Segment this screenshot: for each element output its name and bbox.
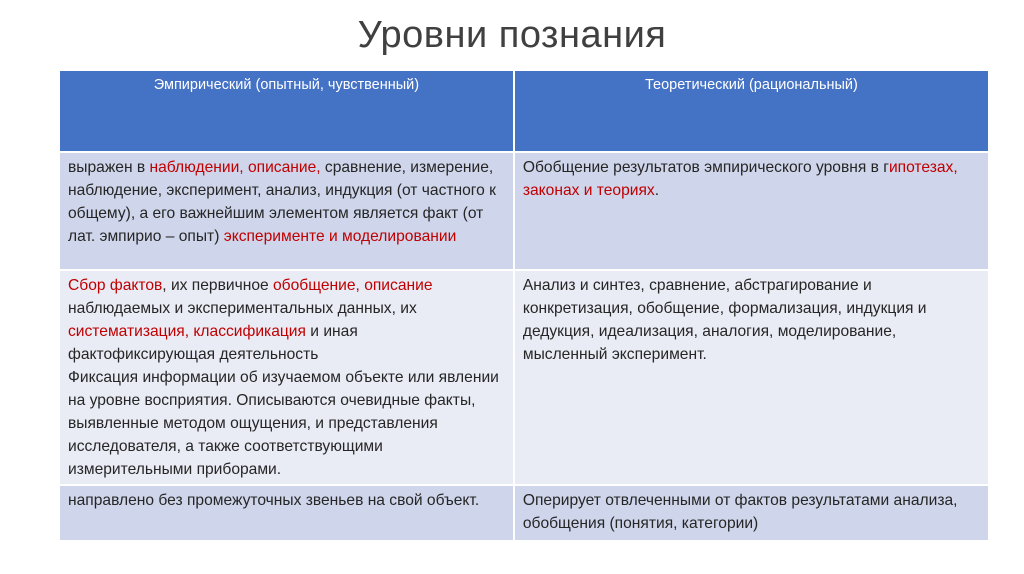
- table-row: [59, 270, 989, 485]
- cell-theoretical-1: [514, 152, 989, 270]
- text-fragment: выражен в: [68, 159, 150, 176]
- text-fragment: наблюдаемых и экспериментальных данных, их: [68, 300, 417, 317]
- text-fragment: сравнение, измерение, наблюдение, эксперимент, анализ, индукция (от частного к общему), а его важнейшим элементом является факт (от лат. эмпирио – опыт): [68, 159, 496, 245]
- table-row: [59, 152, 989, 270]
- text-fragment: .: [654, 182, 660, 199]
- text-fragment: Обобщение результатов эмпирического уровня в г: [522, 159, 889, 176]
- text-fragment: Фиксация информации об изучаемом объекте или явлении на уровне восприятия. Описываются очевидные факты, выявленные методом ощущения, и представления исследователя, а также соответствующими измерительными приборами.: [68, 369, 499, 478]
- cell-theoretical-2: Анализ и синтез, сравнение, абстрагирование и конкретизация, обобщение, формализация, индукция и дедукция, идеализация, аналогия, моделирование, мысленный эксперимент.: [514, 270, 989, 485]
- cell-theoretical-3: Оперирует отвлеченными от фактов результатами анализа, обобщения (понятия, категории): [514, 485, 989, 541]
- highlight-fragment: ипотезах, законах и теориях: [522, 159, 958, 199]
- levels-table: [58, 69, 990, 542]
- highlight-fragment: обобщение, описание: [273, 277, 433, 294]
- highlight-fragment: Сбор фактов: [68, 277, 163, 294]
- table-header-row: [59, 70, 989, 152]
- highlight-fragment: наблюдении, описание,: [149, 159, 321, 176]
- cell-empirical-2: [59, 270, 514, 485]
- highlight-fragment: эксперименте и моделировании: [223, 228, 457, 245]
- header-empirical: Эмпирический (опытный, чувственный): [59, 70, 514, 152]
- text-fragment: , их первичное: [162, 277, 273, 294]
- highlight-fragment: систематизация, классификация: [68, 323, 306, 340]
- text-fragment: и иная фактофиксирующая деятельность: [68, 323, 358, 363]
- page-title: Уровни познания: [357, 14, 667, 56]
- cell-empirical-1: [59, 152, 514, 270]
- cell-empirical-3: направлено без промежуточных звеньев на свой объект.: [59, 485, 514, 541]
- header-theoretical: Теоретический (рациональный): [514, 70, 989, 152]
- table-row: [59, 485, 989, 541]
